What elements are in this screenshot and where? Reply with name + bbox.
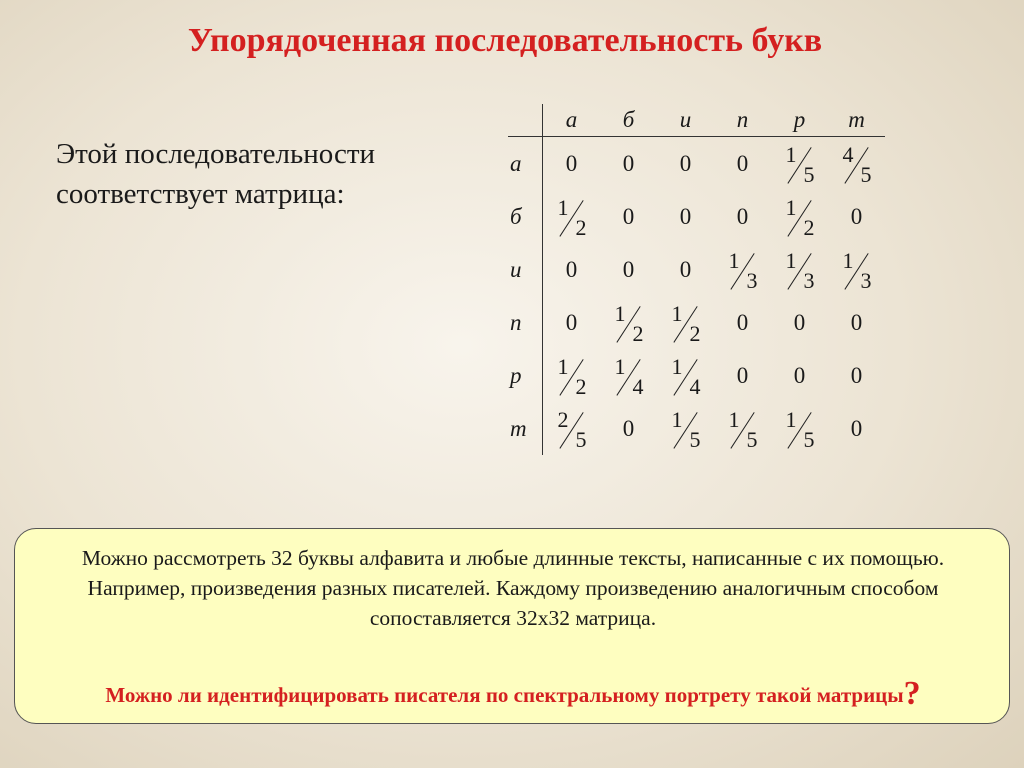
fraction: 1 4 bbox=[671, 353, 701, 399]
matrix-row-header: т bbox=[508, 402, 543, 455]
matrix-cell: 0 bbox=[736, 203, 749, 229]
matrix-row bbox=[508, 190, 885, 243]
matrix-row bbox=[508, 137, 885, 191]
lead-text: Этой последовательности соответствует матрица: bbox=[56, 138, 376, 210]
matrix-cell: 0 bbox=[793, 362, 806, 388]
matrix-row bbox=[508, 296, 885, 349]
matrix-cell bbox=[771, 402, 828, 455]
matrix-body bbox=[508, 137, 885, 456]
matrix-row-header: п bbox=[508, 296, 543, 349]
matrix-cell: 0 bbox=[850, 415, 863, 441]
fraction: 1 5 bbox=[671, 406, 701, 452]
matrix-cell bbox=[657, 349, 714, 402]
fraction: 1 2 bbox=[557, 353, 587, 399]
matrix-cell: 0 bbox=[565, 150, 578, 176]
info-panel bbox=[14, 528, 1010, 724]
matrix-row bbox=[508, 349, 885, 402]
matrix-cell bbox=[600, 296, 657, 349]
matrix-cell: 0 bbox=[679, 203, 692, 229]
matrix-cell: 0 bbox=[736, 150, 749, 176]
matrix-row-header: б bbox=[508, 190, 543, 243]
matrix-cell bbox=[600, 349, 657, 402]
matrix-row bbox=[508, 402, 885, 455]
matrix-col-header: и bbox=[657, 104, 714, 137]
fraction: 1 2 bbox=[785, 194, 815, 240]
matrix-col-header: б bbox=[600, 104, 657, 137]
matrix-cell: 0 bbox=[679, 150, 692, 176]
matrix-cell: 0 bbox=[622, 203, 635, 229]
matrix-cell: 0 bbox=[622, 415, 635, 441]
matrix-cell bbox=[543, 349, 601, 402]
matrix-cell: 0 bbox=[736, 362, 749, 388]
slide-title: Упорядоченная последовательность букв bbox=[187, 22, 823, 59]
matrix-cell: 0 bbox=[850, 309, 863, 335]
matrix-cell bbox=[771, 137, 828, 191]
info-panel-text: Можно рассмотреть 32 буквы алфавита и любые длинные тексты, написанные с их помощью. Например, произведения разных писателей. Каждому произведению аналогичным способом сопоставляется 32х32 матрица. bbox=[81, 546, 945, 630]
matrix-col-header: п bbox=[714, 104, 771, 137]
matrix-cell bbox=[543, 402, 601, 455]
matrix-cell: 0 bbox=[736, 309, 749, 335]
question-text bbox=[15, 675, 1011, 713]
matrix-col-header: а bbox=[543, 104, 601, 137]
fraction: 2 5 bbox=[557, 406, 587, 452]
transition-matrix bbox=[508, 104, 885, 455]
matrix-header-row bbox=[508, 104, 885, 137]
matrix-row-header: р bbox=[508, 349, 543, 402]
matrix-row-header: а bbox=[508, 137, 543, 191]
fraction: 1 4 bbox=[614, 353, 644, 399]
question-main: Можно ли идентифицировать писателя по спектральному портрету такой матрицы bbox=[105, 683, 904, 707]
matrix-cell bbox=[543, 190, 601, 243]
question-mark: ? bbox=[903, 675, 921, 712]
fraction: 1 5 bbox=[728, 406, 758, 452]
matrix-cell: 0 bbox=[565, 256, 578, 282]
fraction: 4 5 bbox=[842, 141, 872, 187]
fraction: 1 2 bbox=[614, 300, 644, 346]
matrix-cell: 0 bbox=[850, 362, 863, 388]
matrix-cell: 0 bbox=[622, 150, 635, 176]
fraction: 1 3 bbox=[842, 247, 872, 293]
fraction: 1 3 bbox=[785, 247, 815, 293]
matrix-corner bbox=[508, 104, 543, 137]
matrix-row bbox=[508, 243, 885, 296]
matrix-row-header: и bbox=[508, 243, 543, 296]
matrix-col-header: р bbox=[771, 104, 828, 137]
matrix-cell bbox=[771, 190, 828, 243]
matrix-cell bbox=[714, 243, 771, 296]
matrix-cell: 0 bbox=[793, 309, 806, 335]
matrix-cell: 0 bbox=[622, 256, 635, 282]
fraction: 1 2 bbox=[557, 194, 587, 240]
matrix-cell bbox=[714, 402, 771, 455]
matrix-cell: 0 bbox=[679, 256, 692, 282]
fraction: 1 5 bbox=[785, 141, 815, 187]
matrix-cell bbox=[771, 243, 828, 296]
matrix-col-header: т bbox=[828, 104, 885, 137]
matrix-cell bbox=[828, 243, 885, 296]
matrix-cell bbox=[657, 296, 714, 349]
matrix-cell bbox=[657, 402, 714, 455]
fraction: 1 3 bbox=[728, 247, 758, 293]
fraction: 1 2 bbox=[671, 300, 701, 346]
matrix-cell bbox=[828, 137, 885, 191]
matrix-cell: 0 bbox=[850, 203, 863, 229]
matrix-cell: 0 bbox=[565, 309, 578, 335]
fraction: 1 5 bbox=[785, 406, 815, 452]
